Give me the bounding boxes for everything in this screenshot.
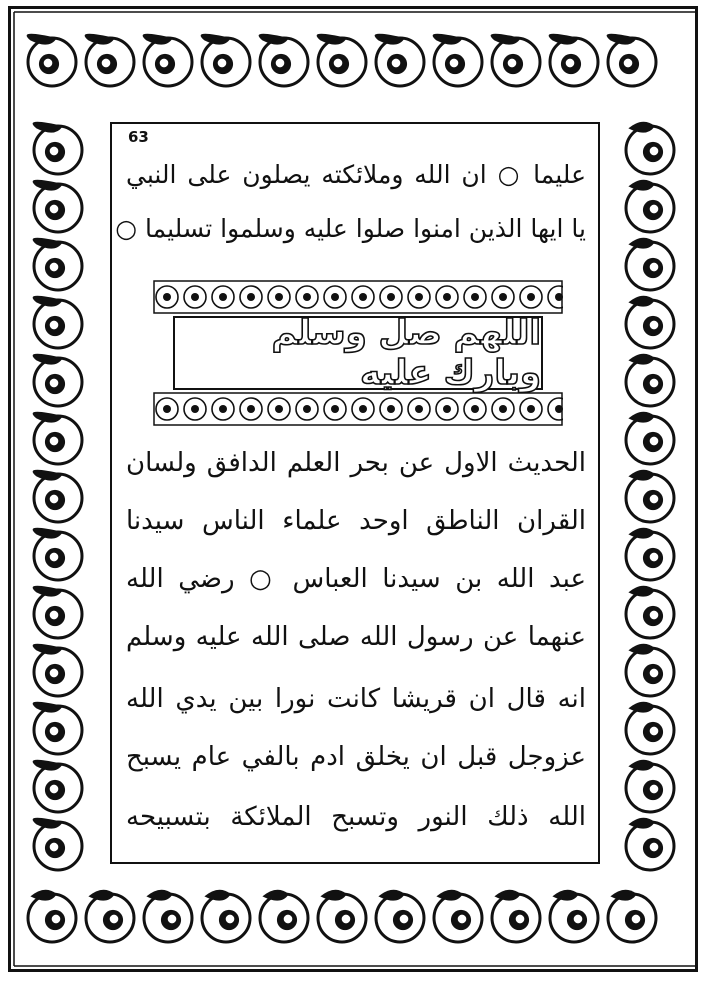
verse-line-1: عليما ○ ان الله وملائكته يصلون على النبي	[126, 160, 586, 189]
durood-calligraphy: اللهم صل وسلم وبارك عليه	[271, 313, 541, 393]
hadith-line-6: عزوجل قبل ان يخلق ادم بالفي عام يسبح	[126, 742, 586, 772]
durood-box	[173, 313, 543, 393]
page-number: 63	[128, 128, 149, 146]
hadith-line-5: انه قال ان قريشا كانت نورا بين يدي الله	[126, 684, 586, 714]
hadith-line-2: القران الناطق اوحد علماء الناس سيدنا	[126, 506, 586, 536]
hadith-line-1: الحديث الاول عن بحر العلم الدافق ولسان	[126, 448, 586, 478]
verse-line-2: يا ايها الذين امنوا صلوا عليه وسلموا تسليما ○	[115, 214, 586, 243]
arabesque-band-top	[153, 280, 563, 314]
hadith-line-3: عبد الله بن سيدنا العباس ○ رضي الله	[126, 564, 586, 594]
durood-panel	[153, 280, 563, 428]
hadith-line-7: الله ذلك النور وتسبح الملائكة بتسبيحه	[126, 802, 586, 832]
arabesque-band-bottom	[153, 392, 563, 426]
hadith-line-4: عنهما عن رسول الله صلى الله عليه وسلم	[126, 622, 586, 652]
